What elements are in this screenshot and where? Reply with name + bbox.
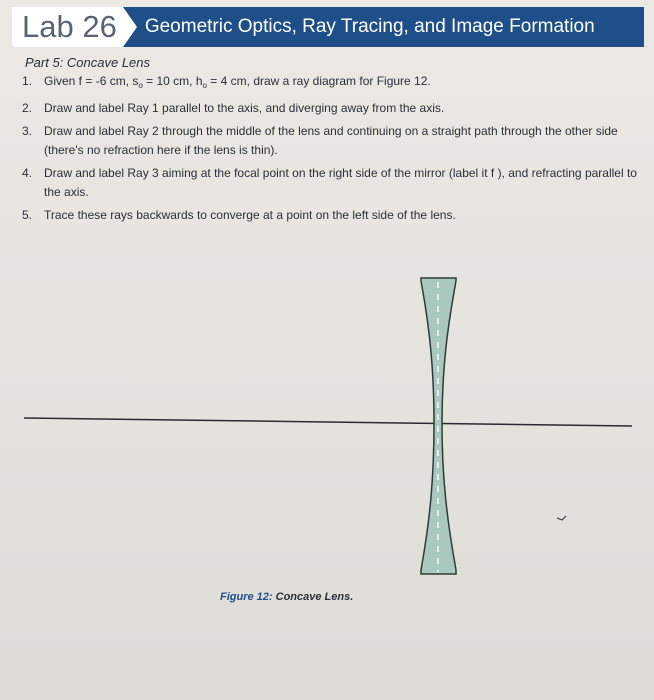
header-arrow-icon [123,7,137,47]
pencil-mark [557,516,566,520]
step-text: Draw and label Ray 2 through the middle of the lens and continuing on a straight path through the other side (there's no refraction here if the lens is thin). [44,124,618,157]
step-number: 3. [22,124,33,138]
step-text: Draw and label Ray 3 aiming at the focal point on the right side of the mirror (label it f ), and refracting parallel to the axis. [44,166,637,199]
lab-title: Geometric Optics, Ray Tracing, and Image Formation [137,7,644,47]
subscript: o [202,81,207,90]
instruction-item [22,99,646,118]
step-number: 2. [22,101,33,115]
step-number: 1. [22,74,33,88]
step-text-part: = 10 cm, h [142,74,203,88]
instruction-item [22,206,646,225]
figure-label: Figure 12: [220,591,273,603]
concave-lens-diagram [0,240,654,580]
step-text: Draw and label Ray 1 parallel to the axis, and diverging away from the axis. [44,101,445,115]
lab-header [12,7,644,47]
instruction-list [22,72,646,229]
figure-caption [220,591,353,603]
step-text: Trace these rays backwards to converge at a point on the left side of the lens. [44,208,456,222]
step-number: 4. [22,166,33,180]
step-text-part: = 4 cm, draw a ray diagram for Figure 12. [206,74,431,88]
instruction-item [22,72,646,95]
lab-number: Lab 26 [12,7,123,47]
step-text-part: Given f = -6 cm, s [44,74,139,88]
part-title: Part 5: Concave Lens [25,55,151,70]
optical-axis [24,418,632,426]
step-number: 5. [22,208,33,222]
instruction-item [22,122,646,160]
instruction-item [22,164,646,202]
step-text [44,72,646,95]
figure-title: Concave Lens. [275,591,354,603]
subscript: o [138,81,143,90]
